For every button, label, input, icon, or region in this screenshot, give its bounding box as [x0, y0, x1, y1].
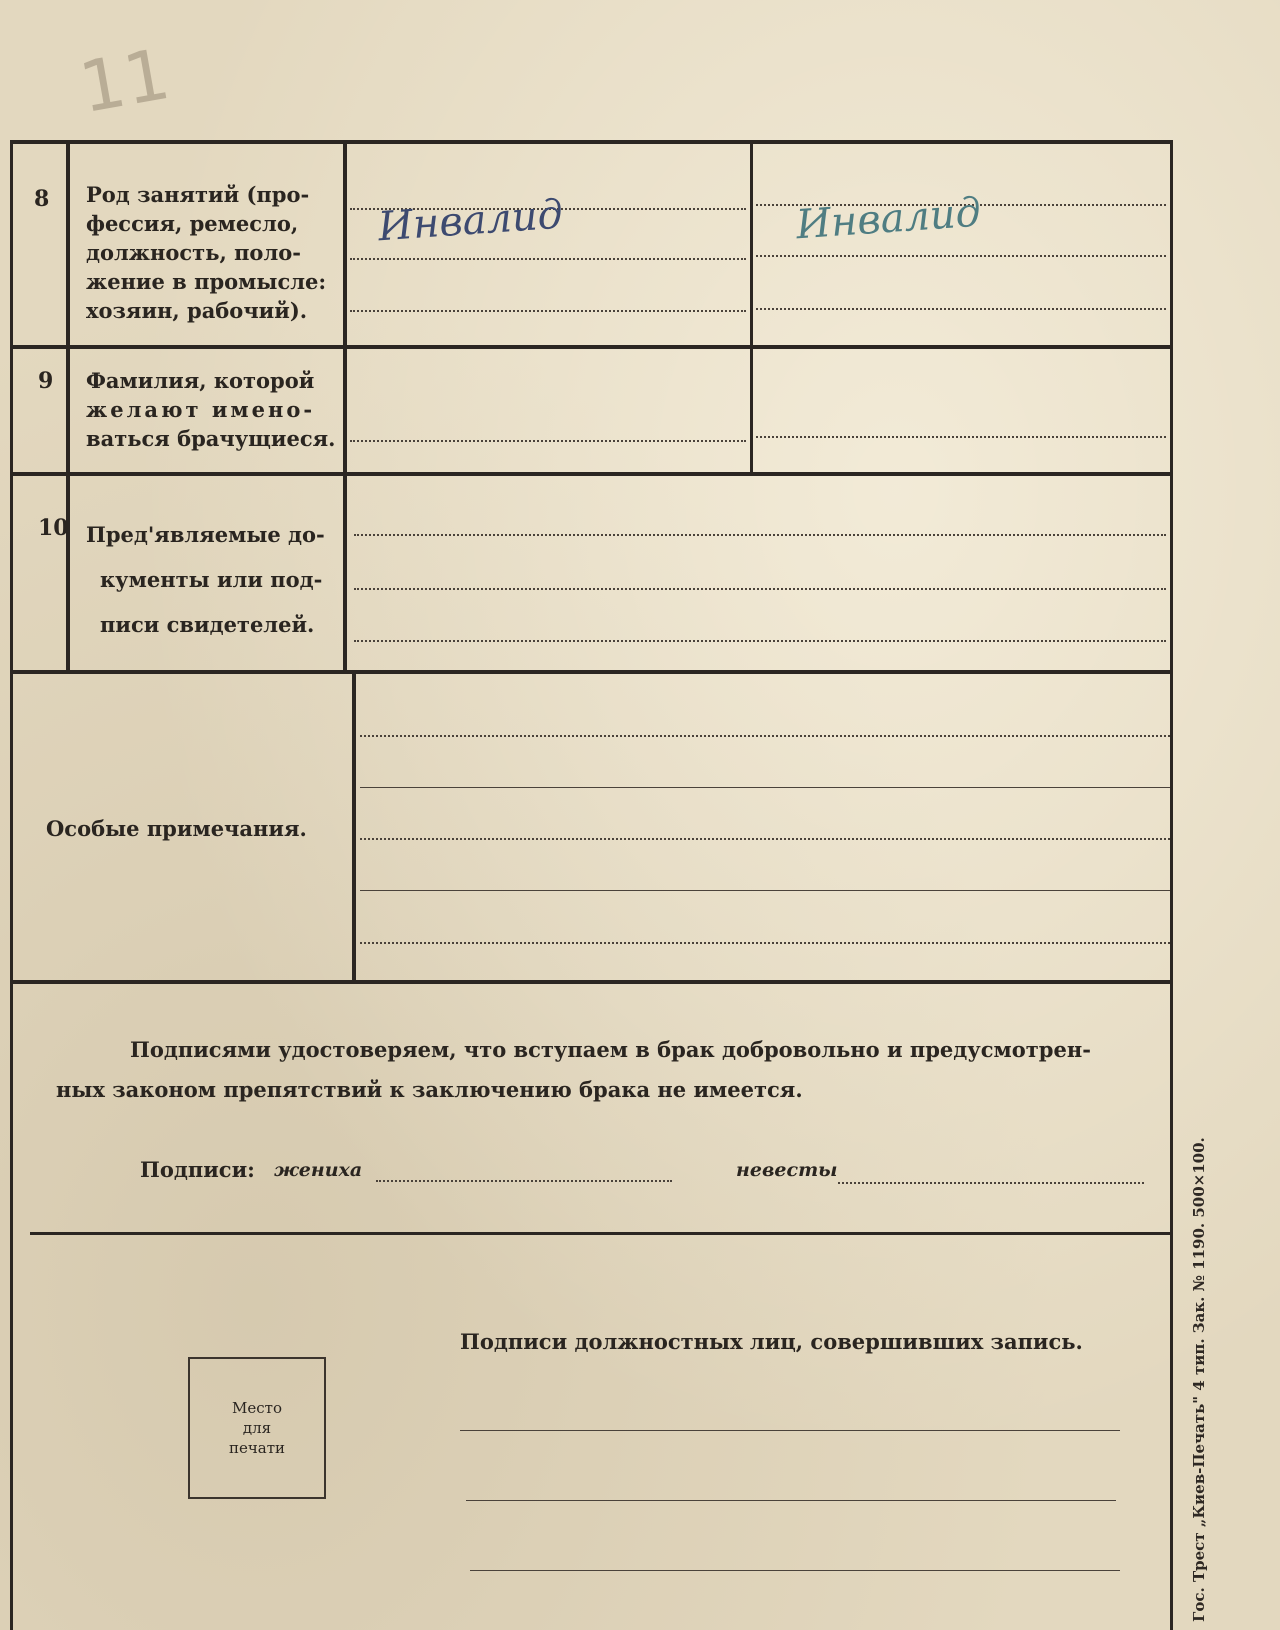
row-8-label [86, 180, 330, 325]
notes-line-2 [360, 787, 1170, 788]
left-border [10, 140, 13, 1630]
notes-column-divider [352, 672, 356, 982]
groom-bride-divider [750, 142, 753, 472]
row-9-label-line-2: желают имено- [86, 397, 316, 422]
notes-line-5 [360, 942, 1170, 944]
declaration-line-1: Подписями удостоверяем, что вступаем в брак добровольно и предусмотрен- [130, 1037, 1091, 1062]
top-border [10, 140, 1172, 144]
row-10-line-2 [354, 588, 1166, 590]
row-9-label-line-1: Фамилия, которой [86, 368, 315, 393]
official-signature-line-2 [466, 1500, 1116, 1501]
row-9-groom-line [350, 440, 746, 442]
row-8-label-line-4: жение в промысле: [86, 269, 327, 294]
declaration-line-2: ных законом препятствий к заключению брака не имеется. [56, 1077, 803, 1102]
notes-line-4 [360, 890, 1170, 891]
row-8-bottom [10, 345, 1172, 349]
archive-pencil-number: 11 [73, 32, 176, 130]
declaration-bottom [30, 1232, 1172, 1235]
row-8-bride-line-2 [756, 255, 1166, 257]
row-10-line-1 [354, 534, 1166, 536]
groom-occupation-handwriting: Инвалид [376, 191, 565, 251]
row-8-label-line-2: фессия, ремесло, [86, 211, 299, 236]
notes-line-1 [360, 735, 1170, 737]
notes-bottom [10, 980, 1172, 984]
row-8-label-line-5: хозяин, рабочий). [86, 298, 308, 323]
row-10-label-line-3: писи свидетелей. [100, 612, 315, 637]
stamp-line-3: печати [228, 1439, 286, 1457]
row-10-label-line-2: кументы или под- [100, 567, 323, 592]
row-9-label-line-3: ваться брачущиеся. [86, 426, 336, 451]
signatures-label: Подписи: [140, 1157, 255, 1182]
row-8-bride-line-3 [756, 308, 1166, 310]
special-notes-label: Особые примечания. [46, 816, 307, 841]
official-signature-line-1 [460, 1430, 1120, 1431]
printer-imprint: Гос. Трест „Киев-Печать" 4 тип. Зак. № 1190. 500×100. [1190, 1137, 1208, 1622]
row-8-groom-line-3 [350, 310, 746, 312]
row-8-number: 8 [34, 186, 50, 212]
row-9-number: 9 [38, 368, 54, 394]
groom-signature-line [376, 1180, 672, 1182]
row-8-groom-line-2 [350, 258, 746, 260]
stamp-placeholder-box [188, 1357, 326, 1499]
stamp-line-1: Место [232, 1399, 282, 1417]
row-8-label-line-3: должность, поло- [86, 240, 301, 265]
label-column-divider [343, 142, 347, 672]
number-column-divider [66, 142, 70, 672]
row-10-label [86, 512, 332, 647]
notes-line-3 [360, 838, 1170, 840]
row-9-bottom [10, 472, 1172, 476]
row-8-label-line-1: Род занятий (про- [86, 182, 310, 207]
bride-occupation-handwriting: Инвалид [794, 189, 983, 249]
official-signature-line-3 [470, 1570, 1120, 1571]
row-10-label-line-1: Пред'являемые до- [86, 522, 325, 547]
bride-signature-label: невесты [736, 1159, 838, 1181]
officials-signatures-label: Подписи должностных лиц, совершивших запись. [460, 1329, 1083, 1354]
row-10-line-3 [354, 640, 1166, 642]
row-9-bride-line [756, 436, 1166, 438]
row-9-label [86, 366, 338, 453]
stamp-line-2: для [242, 1419, 272, 1437]
row-10-bottom [10, 670, 1172, 674]
groom-signature-label: жениха [274, 1159, 363, 1181]
row-10-number: 10 [38, 515, 69, 541]
right-border [1170, 140, 1173, 1630]
bride-signature-line [838, 1182, 1144, 1184]
